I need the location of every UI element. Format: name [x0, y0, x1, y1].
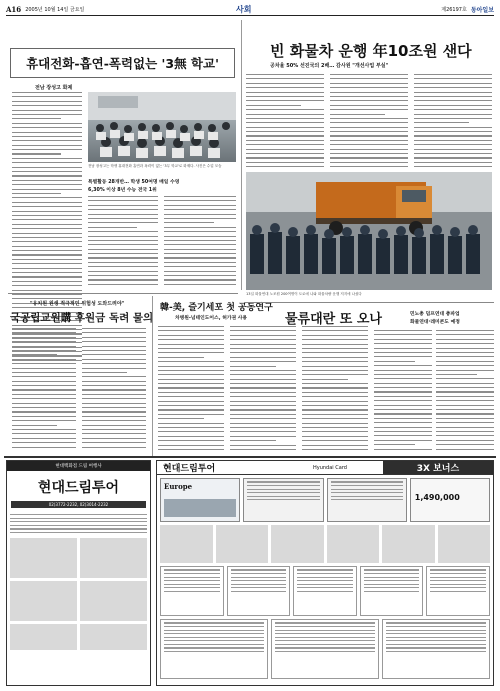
section-title: 사회: [236, 4, 252, 14]
school-subhead-1: 특별활동 28개반… 학생 50여명 매일 수영: [88, 180, 180, 185]
price-value: 1,490,000: [414, 493, 460, 502]
freight-body-col1: [246, 74, 324, 170]
card-ad-name: 현대드림투어: [163, 464, 216, 474]
school-body-col2: [88, 196, 158, 288]
truck-photo-caption: 13일 화물연대 노조원 200여명이 도로에 나와 화물차량 운행 저지에 나섰다: [246, 292, 362, 296]
logistics-body-col2: [436, 330, 494, 450]
travel-ad-phone: 02)3772-2232, 02)3014-2232: [11, 501, 146, 508]
masthead-date: 2005년 10월 14일 금요일: [25, 7, 85, 13]
labor-kicker: "유치원 원생 적극적인 위험성 도와드려야": [30, 301, 125, 307]
korea-body-col1: [158, 326, 224, 451]
issue-number: 제26197호: [441, 7, 467, 13]
price-ad-tile[interactable]: [410, 478, 490, 522]
truck-protest-image: [246, 172, 492, 290]
school-headline: 휴대전화-흡연-폭력없는 '3無 학교': [10, 48, 235, 78]
freight-body-col2: [330, 74, 408, 170]
europe-label: Europe: [164, 482, 193, 491]
korea-headline: 韓-美, 즐기세포 첫 공동연구: [160, 303, 273, 313]
card-ad-card: Hyundai Card: [313, 464, 347, 471]
freight-body-col3: [414, 74, 492, 170]
school-photo-caption: 전남 장성고는 학생 휴대전화 흡연과 폭력이 없는 '3무 학교'로 화제다. 사진은 수업 모습: [88, 164, 222, 168]
logistics-body-col1: [374, 330, 432, 450]
freight-subhead: 공차율 50% 선진국의 2배… 감사원 "개선사업 부실": [270, 63, 389, 69]
school-byline: 전남 장성고 화제: [35, 85, 73, 91]
labor-body-col2: [82, 328, 146, 448]
school-photo: [88, 92, 236, 162]
logistics-subhead-b: 화물연대·레미콘도 예정: [410, 320, 460, 325]
labor-headline: 국공립교원購 후원금 독려 물의: [10, 312, 154, 324]
school-subhead-2: 6,30% 이상 8년 수능 전국 1위: [88, 188, 157, 193]
travel-ad[interactable]: [6, 460, 151, 686]
school-body-col3: [164, 196, 236, 288]
travel-ad-name: 현대드림투어: [37, 480, 120, 496]
logistics-headline: 물류대란 또 오나: [285, 312, 382, 327]
korea-subhead: 차병원-넘테인도어스, 허가권 사용: [175, 316, 248, 321]
newspaper-logo: 동아일보: [470, 7, 494, 14]
truck-photo: [246, 172, 492, 290]
freight-headline: 빈 화물차 운행 年10조원 샌다: [270, 42, 472, 60]
labor-body-col1: [12, 328, 76, 448]
korea-body-col2: [230, 326, 296, 451]
europe-ad-tile[interactable]: [160, 478, 240, 522]
korea-body-col3: [302, 326, 368, 451]
classroom-image: [88, 92, 236, 162]
card-ad-promo: 3X 보너스: [383, 461, 493, 474]
travel-ad-tagline: 현대백화점 드림 여행사: [7, 461, 150, 471]
logistics-subhead-a: 민노총 덤프연대 총파업: [410, 312, 460, 317]
page-number: A16: [6, 5, 22, 14]
card-ad[interactable]: [156, 460, 494, 686]
masthead: [6, 4, 494, 16]
